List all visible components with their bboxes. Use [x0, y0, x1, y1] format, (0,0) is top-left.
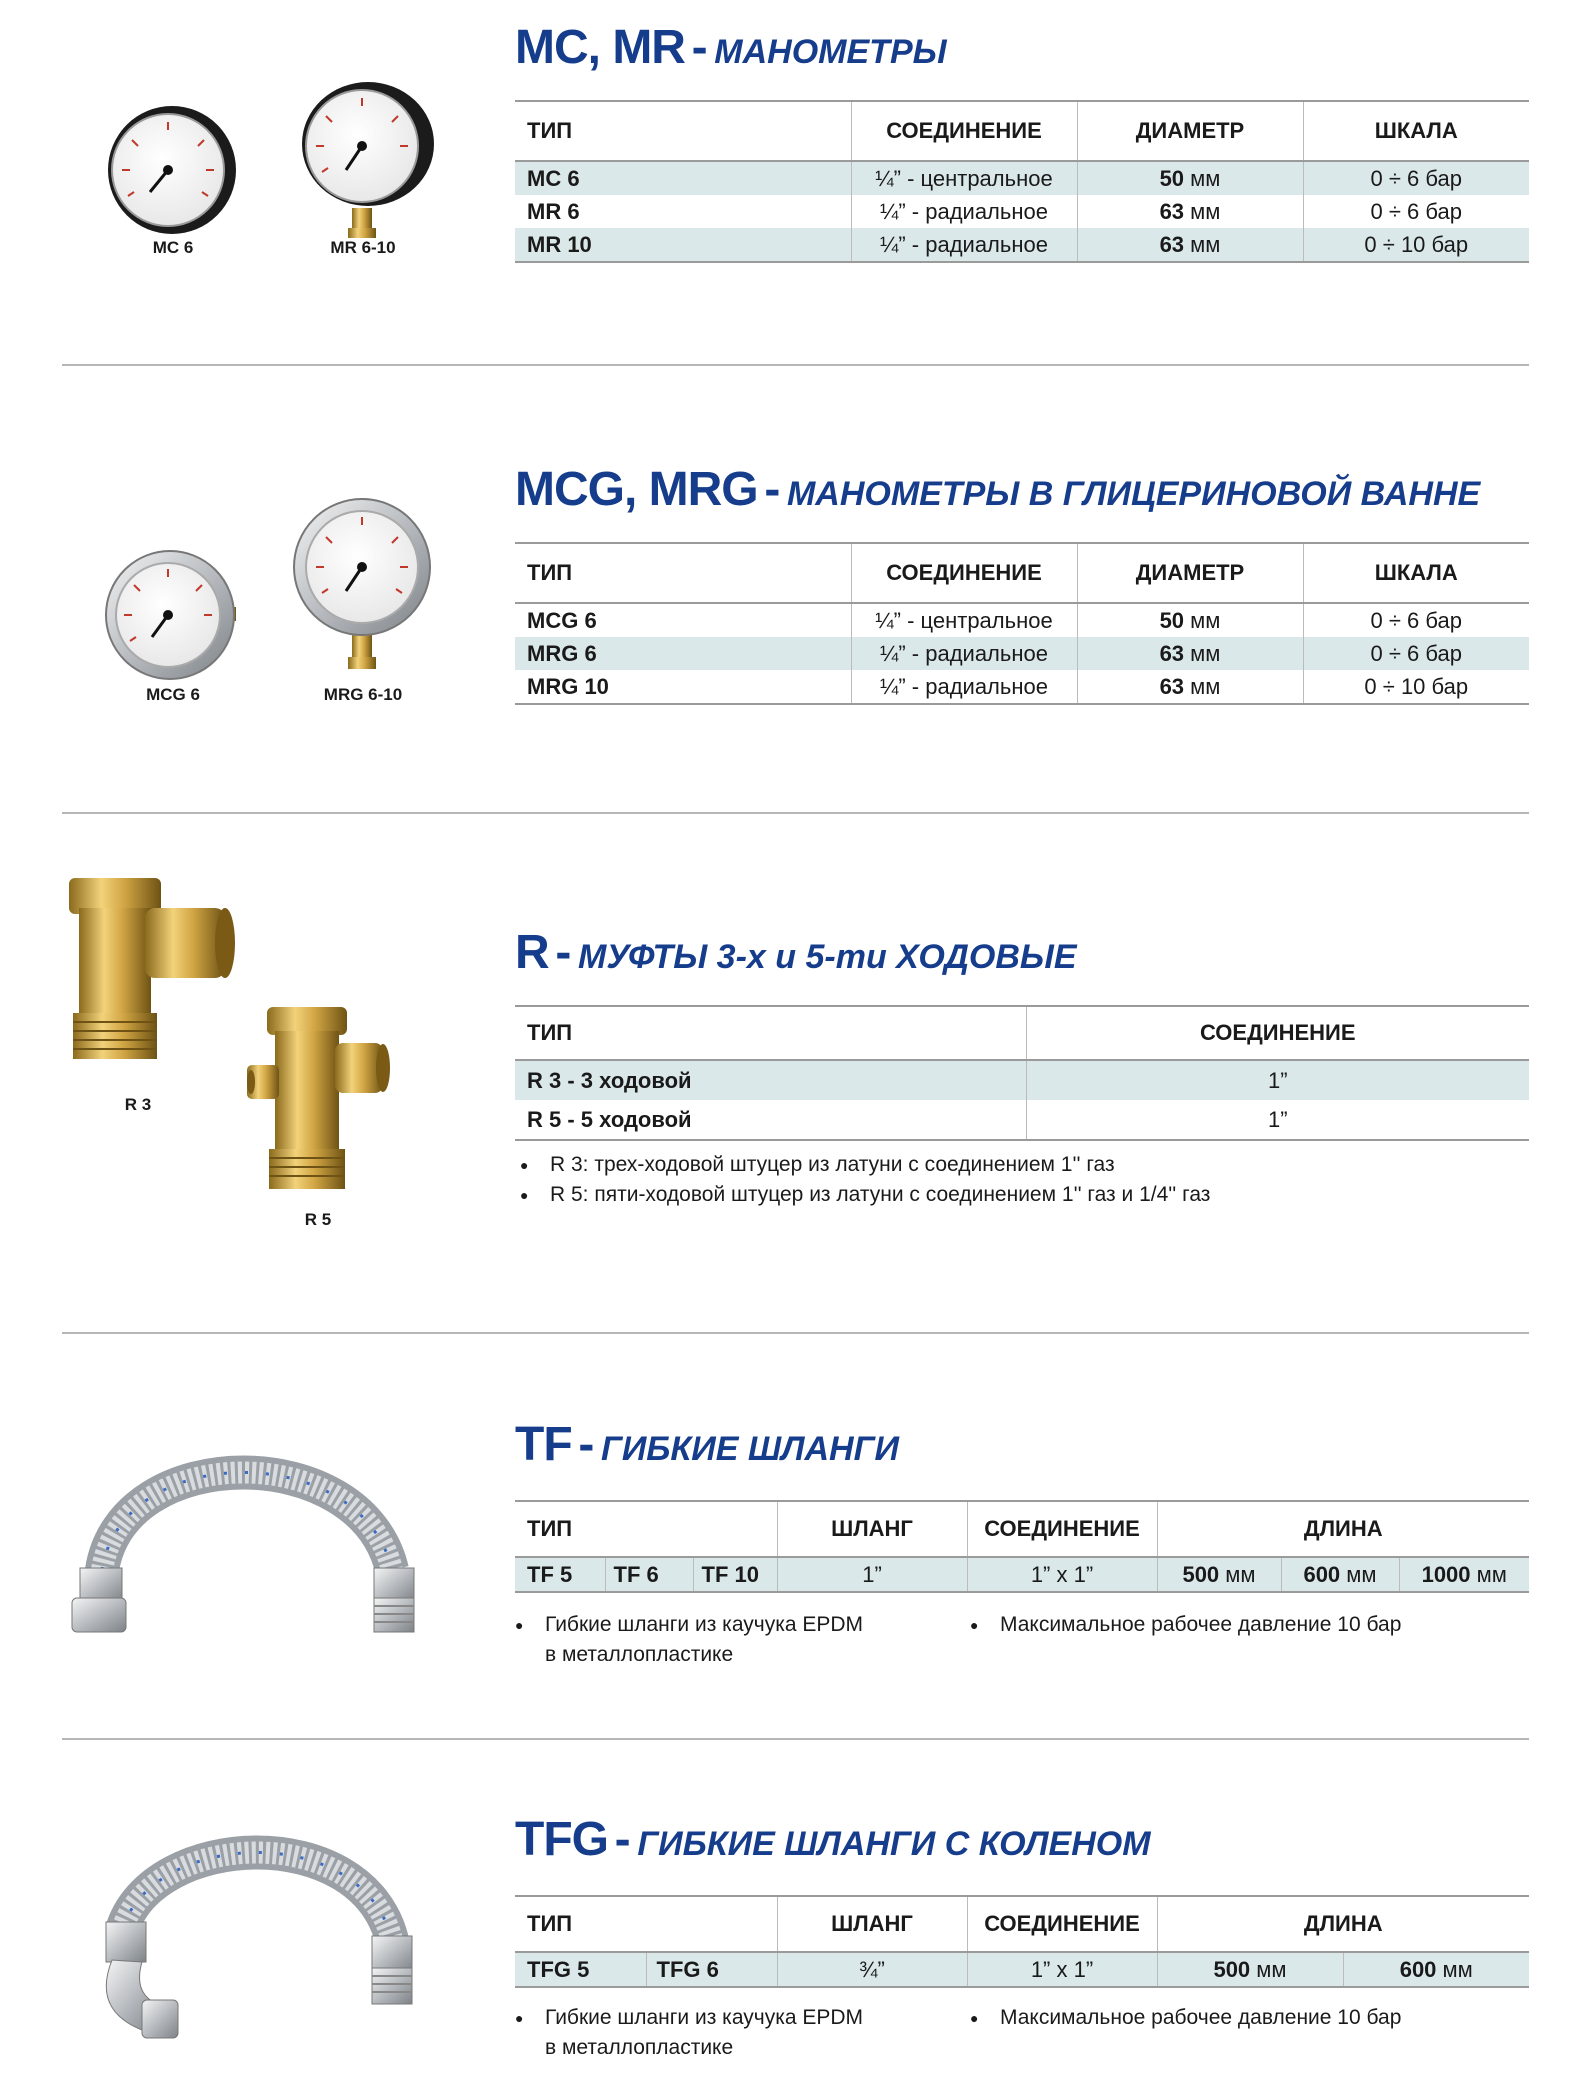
table-header-row	[515, 1896, 1529, 1952]
table-header-row	[515, 543, 1529, 603]
cell-scale: 0 ÷ 6 бар	[1303, 637, 1529, 670]
cell-diameter: 63 мм	[1077, 195, 1303, 228]
cell-type: TF 10	[693, 1557, 777, 1592]
caption-r5: R 5	[304, 1210, 332, 1229]
title-dash: -	[614, 1813, 631, 1866]
section-title	[515, 925, 1077, 980]
caption-mrg6-10: MRG 6-10	[323, 685, 403, 704]
cell-type: R 3 - 3 ходовой	[515, 1060, 1026, 1100]
title-dash: -	[691, 21, 708, 74]
header-type: ТИП	[527, 1020, 573, 1045]
table-row	[515, 1060, 1529, 1100]
section-divider	[62, 812, 1529, 814]
table-row	[515, 1557, 1529, 1592]
caption-mr6-10: MR 6-10	[330, 238, 396, 257]
notes-list-left	[515, 2003, 863, 2063]
header-diameter: ДИАМЕТР	[1077, 543, 1303, 603]
caption-mc6: MC 6	[152, 238, 194, 257]
list-item: ● Максимальное рабочее давление 10 бар	[970, 2003, 1401, 2033]
notes-list-left	[515, 1610, 863, 1670]
cell-connection: ¼” - радиальное	[851, 637, 1077, 670]
spec-table	[515, 1005, 1529, 1141]
cell-type: MRG 6	[515, 637, 851, 670]
title-description: МАНОМЕТРЫ В ГЛИЦЕРИНОВОЙ ВАННЕ	[786, 475, 1481, 513]
cell-scale: 0 ÷ 10 бар	[1303, 670, 1529, 704]
cell-connection: ¼” - радиальное	[851, 228, 1077, 262]
header-hose: ШЛАНГ	[777, 1896, 967, 1952]
table-row	[515, 161, 1529, 195]
cell-length: 600 мм	[1281, 1557, 1399, 1592]
section-title	[515, 20, 947, 75]
cell-length: 600 мм	[1343, 1952, 1529, 1987]
cell-type: MR 6	[527, 198, 580, 224]
table-row	[515, 670, 1529, 704]
cell-length: 500 мм	[1157, 1952, 1343, 1987]
title-code: MCG, MRG	[515, 463, 758, 516]
cell-connection: ¼” - центральное	[851, 603, 1077, 637]
title-dash: -	[555, 926, 572, 979]
list-item: ● Гибкие шланги из каучука EPDM в металлопластике	[515, 2003, 863, 2063]
title-code: MC, MR	[515, 21, 685, 74]
notes-list-right	[970, 1610, 1401, 1640]
header-length: ДЛИНА	[1157, 1896, 1529, 1952]
cell-type: R 5 - 5 ходовой	[527, 1106, 692, 1132]
title-dash: -	[578, 1418, 595, 1471]
header-scale: ШКАЛА	[1303, 543, 1529, 603]
table-row	[515, 637, 1529, 670]
title-dash: -	[764, 463, 781, 516]
table-row	[515, 603, 1529, 637]
fitting-r5-image	[245, 1003, 395, 1193]
section-divider	[62, 1738, 1529, 1740]
cell-connection: ¼” - радиальное	[851, 195, 1077, 228]
header-connection: СОЕДИНЕНИЕ	[1026, 1006, 1529, 1060]
cell-scale: 0 ÷ 6 бар	[1303, 195, 1529, 228]
fitting-r3-image	[65, 868, 245, 1068]
cell-type: TFG 6	[646, 1952, 777, 1987]
cell-type: MR 10	[515, 228, 851, 262]
notes-list-right	[970, 2003, 1401, 2033]
header-connection: СОЕДИНЕНИЕ	[851, 543, 1077, 603]
cell-connection: 1”	[1026, 1100, 1529, 1140]
cell-connection: 1” x 1”	[967, 1952, 1157, 1987]
cell-connection: 1”	[1026, 1060, 1529, 1100]
cell-hose: ¾”	[777, 1952, 967, 1987]
table-header-row	[515, 1006, 1529, 1060]
section-title	[515, 462, 1480, 517]
cell-diameter: 63 мм	[1077, 637, 1303, 670]
cell-type: MRG 10	[527, 673, 609, 699]
header-diameter: ДИАМЕТР	[1077, 101, 1303, 161]
spec-table	[515, 1895, 1529, 1988]
title-description: ГИБКИЕ ШЛАНГИ С КОЛЕНОМ	[637, 1825, 1151, 1863]
cell-diameter: 63 мм	[1077, 670, 1303, 704]
cell-diameter: 50 мм	[1077, 161, 1303, 195]
cell-connection: ¼” - центральное	[851, 161, 1077, 195]
cell-connection: 1” x 1”	[967, 1557, 1157, 1592]
cell-type: MCG 6	[527, 607, 597, 633]
title-code: R	[515, 926, 549, 979]
spec-table	[515, 1500, 1529, 1593]
section-divider	[62, 1332, 1529, 1334]
cell-diameter: 63 мм	[1077, 228, 1303, 262]
title-code: TFG	[515, 1813, 608, 1866]
list-item: ● R 5: пяти-ходовой штуцер из латуни с соединением 1'' газ и 1/4'' газ	[520, 1180, 1210, 1210]
header-connection: СОЕДИНЕНИЕ	[851, 101, 1077, 161]
header-type: ТИП	[527, 118, 573, 143]
cell-type: MC 6	[515, 161, 851, 195]
cell-scale: 0 ÷ 6 бар	[1303, 161, 1529, 195]
table-row	[515, 228, 1529, 262]
header-hose: ШЛАНГ	[777, 1501, 967, 1557]
section-title	[515, 1812, 1151, 1867]
header-type: ТИП	[527, 1516, 573, 1541]
hose-tfg-image	[62, 1810, 442, 2050]
cell-diameter: 50 мм	[1077, 603, 1303, 637]
gauge-mc6-image	[100, 100, 250, 240]
spec-table	[515, 100, 1529, 263]
table-row	[515, 1100, 1529, 1140]
hose-tf-image	[62, 1420, 442, 1640]
header-type: ТИП	[527, 560, 573, 585]
table-row	[515, 1952, 1529, 1987]
table-header-row	[515, 1501, 1529, 1557]
section-divider	[62, 364, 1529, 366]
cell-type: TFG 5	[515, 1952, 646, 1987]
list-item: ● R 3: трех-ходовой штуцер из латуни с соединением 1'' газ	[520, 1150, 1210, 1180]
caption-mcg6: MCG 6	[146, 685, 200, 704]
cell-scale: 0 ÷ 10 бар	[1303, 228, 1529, 262]
gauge-mrg6-10-image	[290, 495, 440, 685]
section-title	[515, 1417, 899, 1472]
gauge-mr6-10-image	[290, 78, 440, 253]
header-length: ДЛИНА	[1157, 1501, 1529, 1557]
gauge-mcg6-image	[100, 545, 250, 685]
spec-table	[515, 542, 1529, 705]
cell-type: TF 5	[515, 1557, 605, 1592]
title-description: ГИБКИЕ ШЛАНГИ	[600, 1430, 899, 1468]
header-connection: СОЕДИНЕНИЕ	[967, 1501, 1157, 1557]
notes-list	[520, 1150, 1210, 1210]
header-connection: СОЕДИНЕНИЕ	[967, 1896, 1157, 1952]
cell-length: 500 мм	[1157, 1557, 1281, 1592]
cell-connection: ¼” - радиальное	[851, 670, 1077, 704]
list-item: ● Гибкие шланги из каучука EPDM в металлопластике	[515, 1610, 863, 1670]
table-header-row	[515, 101, 1529, 161]
list-item: ● Максимальное рабочее давление 10 бар	[970, 1610, 1401, 1640]
title-description: МАНОМЕТРЫ	[714, 33, 947, 71]
header-scale: ШКАЛА	[1303, 101, 1529, 161]
cell-hose: 1”	[777, 1557, 967, 1592]
header-type: ТИП	[527, 1911, 573, 1936]
cell-length: 1000 мм	[1399, 1557, 1529, 1592]
title-code: TF	[515, 1418, 572, 1471]
title-description: МУФТЫ 3-х и 5-ти ХОДОВЫЕ	[578, 938, 1077, 976]
cell-type: TF 6	[605, 1557, 693, 1592]
cell-scale: 0 ÷ 6 бар	[1303, 603, 1529, 637]
table-row	[515, 195, 1529, 228]
caption-r3: R 3	[124, 1095, 152, 1114]
